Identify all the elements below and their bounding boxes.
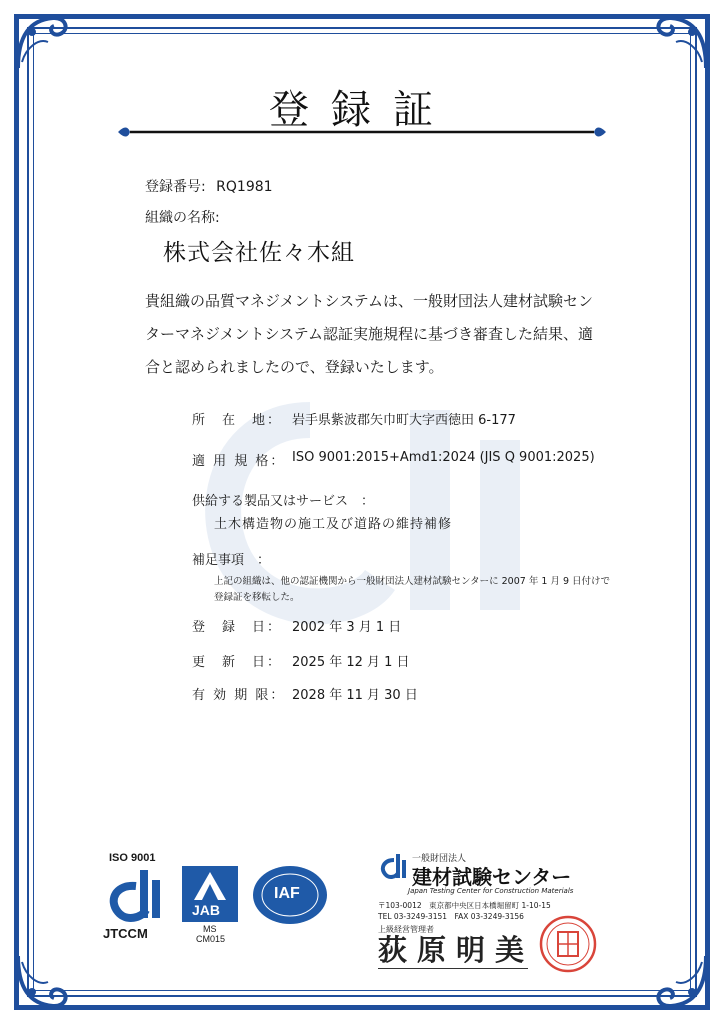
issuer-address: 〒103-0012 東京都中央区日本橋堀留町 1-10-15 — [378, 901, 551, 910]
address-value: 岩手県紫波郡矢巾町大字西徳田 6-177 — [292, 413, 516, 428]
note-line-1: 上記の組織は、他の認証機関から一般財団法人建材試験センターに 2007 年 1 月 9 日付けで — [214, 576, 611, 587]
official-seal-icon — [538, 914, 598, 974]
jtccm-logo-icon — [102, 866, 166, 924]
scope-label: 供給する製品又はサービス ： — [192, 494, 375, 509]
registration-date-value: 2002 年 3 月 1 日 — [292, 620, 402, 635]
standard-label: 適 用 規 格： — [192, 454, 286, 469]
expiry-date-label: 有 効 期 限： — [192, 688, 286, 703]
renewal-date-label: 更 新 日： — [192, 655, 283, 670]
title-underline — [118, 126, 606, 138]
statement-line-2: ターマネジメントシステム認証実施規程に基づき審査した結果、適 — [145, 325, 594, 343]
issuer-phone: TEL 03-3249-3151 FAX 03-3249-3156 — [378, 912, 524, 921]
note-line-2: 登録証を移転した。 — [214, 592, 300, 603]
iso-9001-label: ISO 9001 — [109, 852, 156, 864]
scope-value: 土木構造物の施工及び道路の維持補修 — [214, 517, 453, 532]
certificate-title: 登録証 — [269, 87, 455, 133]
renewal-date-value: 2025 年 12 月 1 日 — [292, 655, 410, 670]
issuer-type: 一般財団法人 — [412, 854, 467, 864]
jab-logo — [182, 866, 238, 922]
statement-line-3: 合と認められましたので、登録いたします。 — [145, 358, 444, 376]
jtccm-label: JTCCM — [103, 926, 148, 941]
corner-ornament-bottom-right — [646, 946, 716, 1016]
jab-sub-code: CM015 — [196, 934, 226, 944]
issuer-name: 建材試験センター — [412, 865, 572, 889]
jab-sub-ms: MS — [203, 924, 217, 934]
address-label: 所 在 地： — [192, 413, 283, 428]
standard-value: ISO 9001:2015+Amd1:2024 (JIS Q 9001:2025) — [292, 450, 595, 465]
registration-number — [145, 176, 273, 196]
corner-ornament-bottom-left — [8, 946, 78, 1016]
registration-value: RQ1981 — [216, 179, 273, 195]
signer-name: 荻原明美 — [378, 933, 535, 967]
registration-date-label: 登 録 日： — [192, 620, 283, 635]
organization-name: 株式会社佐々木組 — [163, 240, 355, 266]
iaf-label: IAF — [274, 885, 300, 902]
statement-line-1: 貴組織の品質マネジメントシステムは、一般財団法人建材試験セン — [145, 292, 594, 310]
note-label: 補足事項 ： — [192, 553, 271, 568]
jab-a-icon — [190, 870, 230, 902]
expiry-date-value: 2028 年 11 月 30 日 — [292, 688, 418, 703]
signature-line — [378, 968, 528, 969]
jab-label: JAB — [192, 902, 221, 918]
signer-title: 上級経営管理者 — [378, 925, 434, 934]
jtccm-small-logo-icon — [378, 852, 408, 882]
corner-ornament-top-right — [646, 8, 716, 78]
issuer-english-name: Japan Testing Center for Construction Materials — [408, 887, 574, 895]
organization-label: 組織の名称: — [145, 210, 220, 226]
registration-label: 登録番号: — [145, 179, 206, 195]
corner-ornament-top-left — [8, 8, 78, 78]
